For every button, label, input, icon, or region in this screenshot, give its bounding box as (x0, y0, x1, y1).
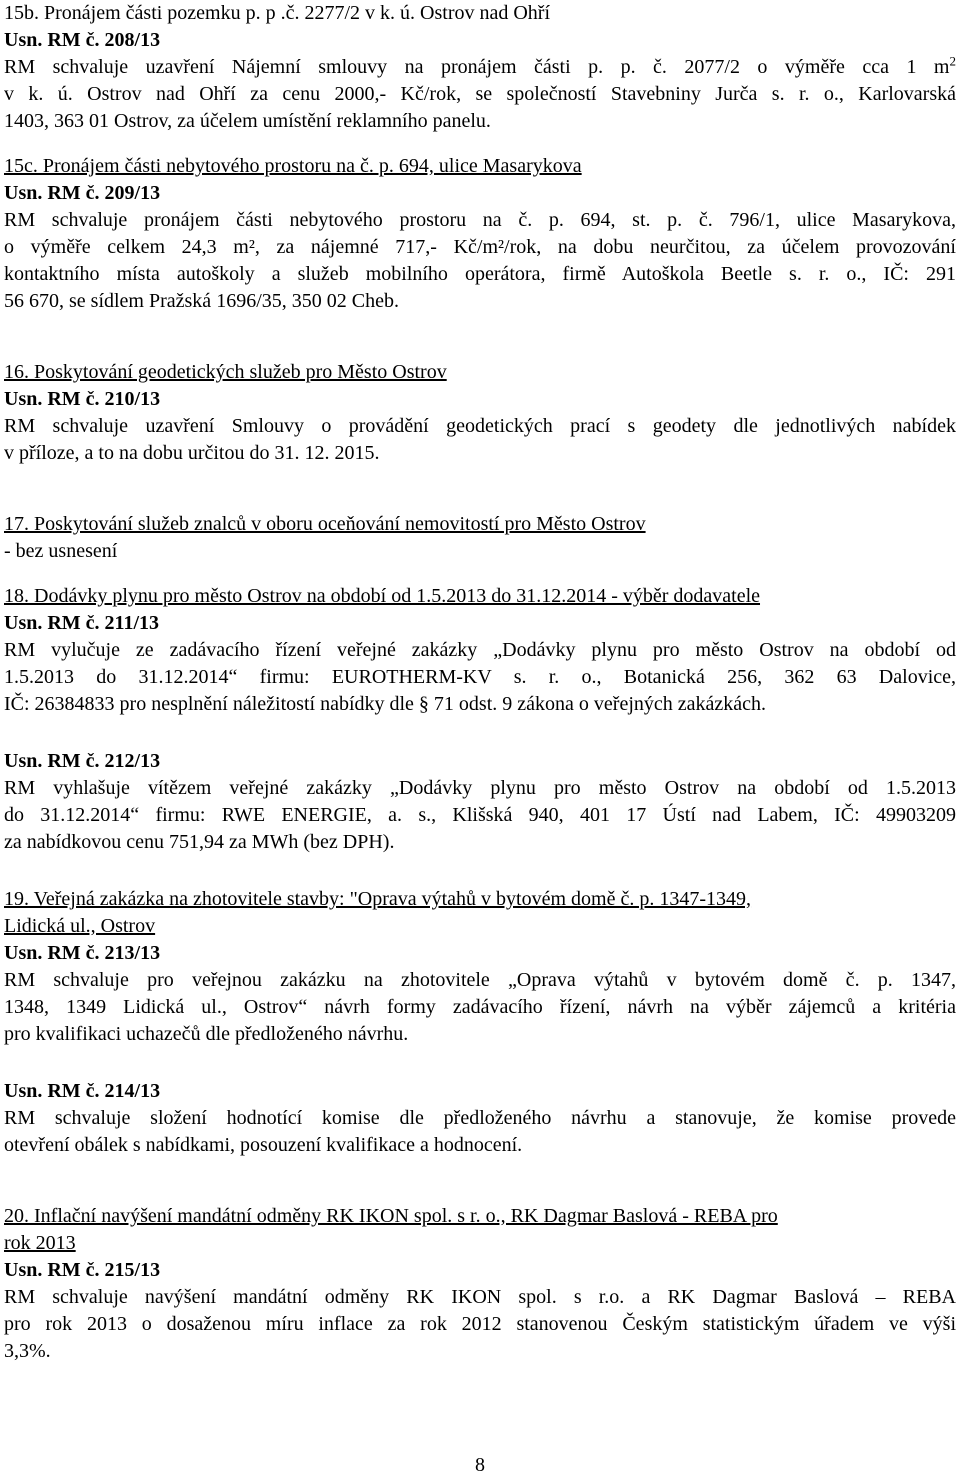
section-17-text-line: - bez usnesení (4, 540, 118, 562)
section-15b-text-line: 1403, 363 01 Ostrov, za účelem umístění reklamního panelu. (4, 110, 491, 132)
section-15c-text-line: o výměře celkem 24,3 m², za nájemné 717,- Kč/m²/rok, na dobu neurčitou, za účelem provozování (4, 236, 956, 258)
section-20-heading: 20. Inflační navýšení mandátní odměny RK IKON spol. s r. o., RK Dagmar Baslová - REBA pro (4, 1205, 778, 1227)
section-19a-text-line: RM schvaluje pro veřejnou zakázku na zhotovitele „Oprava výtahů v bytovém domě č. p. 1347, (4, 969, 956, 991)
resolution-208: Usn. RM č. 208/13 (4, 29, 161, 51)
section-15c-text-line: RM schvaluje pronájem části nebytového prostoru na č. p. 694, st. p. č. 796/1, ulice Masarykova, (4, 209, 956, 231)
section-15b-heading: 15b. Pronájem části pozemku p. p .č. 2277/2 v k. ú. Ostrov nad Ohří (4, 2, 551, 24)
section-20-text-line: RM schvaluje navýšení mandátní odměny RK IKON spol. s r.o. a RK Dagmar Baslová – REBA (4, 1286, 956, 1308)
section-19b-text-line: otevření obálek s nabídkami, posouzení kvalifikace a hodnocení. (4, 1134, 523, 1156)
section-19b-text-line: RM schvaluje složení hodnotící komise dle předloženého návrhu a stanovuje, že komise provede (4, 1107, 956, 1129)
document-page (4, 0, 956, 1365)
section-15b-text-line: RM schvaluje uzavření Nájemní smlouvy na pronájem části p. p. č. 2077/2 o výměře cca 1 $m^2$ (4, 53, 956, 78)
superscript-2: 2 (949, 53, 956, 69)
section-19a-text-line: 1348, 1349 Lidická ul., Ostrov“ návrh formy zadávacího řízení, návrh na výběr zájemců a kritéria (4, 996, 956, 1018)
section-18a-text-line: RM vylučuje ze zadávacího řízení veřejné zakázky „Dodávky plynu pro město Ostrov na období od (4, 639, 956, 661)
section-19-heading: 19. Veřejná zakázka na zhotovitele stavby: "Oprava výtahů v bytovém domě č. p. 1347-1349, (4, 888, 752, 910)
section-16-heading: 16. Poskytování geodetických služeb pro Město Ostrov (4, 361, 447, 383)
resolution-209: Usn. RM č. 209/13 (4, 182, 161, 204)
section-16-text-line: v příloze, a to na dobu určitou do 31. 12. 2015. (4, 442, 380, 464)
section-15b-text-line: v k. ú. Ostrov nad Ohří za cenu 2000,- Kč/rok, se společností Stavebniny Jurča s. r. o., Karlovarská (4, 83, 956, 105)
resolution-213: Usn. RM č. 213/13 (4, 942, 161, 964)
section-15c-heading: 15c. Pronájem části nebytového prostoru na č. p. 694, ulice Masarykova (4, 155, 582, 177)
resolution-210: Usn. RM č. 210/13 (4, 388, 161, 410)
page-number: 8 (475, 1454, 485, 1476)
resolution-214: Usn. RM č. 214/13 (4, 1080, 161, 1102)
section-18b-text-line: RM vyhlašuje vítězem veřejné zakázky „Dodávky plynu pro město Ostrov na období od 1.5.2013 (4, 777, 956, 799)
section-18-heading: 18. Dodávky plynu pro město Ostrov na období od 1.5.2013 do 31.12.2014 - výběr dodavatele (4, 585, 761, 607)
section-19a-text-line: pro kvalifikaci uchazečů dle předloženého návrhu. (4, 1023, 409, 1045)
section-18a-text-line: 1.5.2013 do 31.12.2014“ firmu: EUROTHERM-KV s. r. o., Botanická 256, 362 63 Dalovice, (4, 666, 956, 688)
section-16-text-line: RM schvaluje uzavření Smlouvy o provádění geodetických prací s geodety dle jednotlivých nabídek (4, 415, 956, 437)
section-17-heading: 17. Poskytování služeb znalců v oboru oceňování nemovitostí pro Město Ostrov (4, 513, 646, 535)
section-19-heading: Lidická ul., Ostrov (4, 915, 156, 937)
section-18b-text-line: do 31.12.2014“ firmu: RWE ENERGIE, a. s., Klišská 940, 401 17 Ústí nad Labem, IČ: 49903209 (4, 804, 956, 826)
section-20-text-line: 3,3%. (4, 1340, 51, 1362)
section-20-heading: rok 2013 (4, 1232, 76, 1254)
section-15c-text-line: kontaktního místa autoškoly a služeb mobilního operátora, firmě Autoškola Beetle s. r. o., IČ: 291 (4, 263, 956, 285)
resolution-211: Usn. RM č. 211/13 (4, 612, 159, 634)
resolution-215: Usn. RM č. 215/13 (4, 1259, 161, 1281)
section-18b-text-line: za nabídkovou cenu 751,94 za MWh (bez DPH). (4, 831, 395, 853)
section-20-text-line: pro rok 2013 o dosaženou míru inflace za rok 2012 stanovenou Českým statistickým úřadem ve výši (4, 1313, 956, 1335)
section-18a-text-line: IČ: 26384833 pro nesplnění náležitostí nabídky dle § 71 odst. 9 zákona o veřejných zakázkách. (4, 693, 767, 715)
resolution-212: Usn. RM č. 212/13 (4, 750, 161, 772)
section-15c-text-line: 56 670, se sídlem Pražská 1696/35, 350 02 Cheb. (4, 290, 399, 312)
